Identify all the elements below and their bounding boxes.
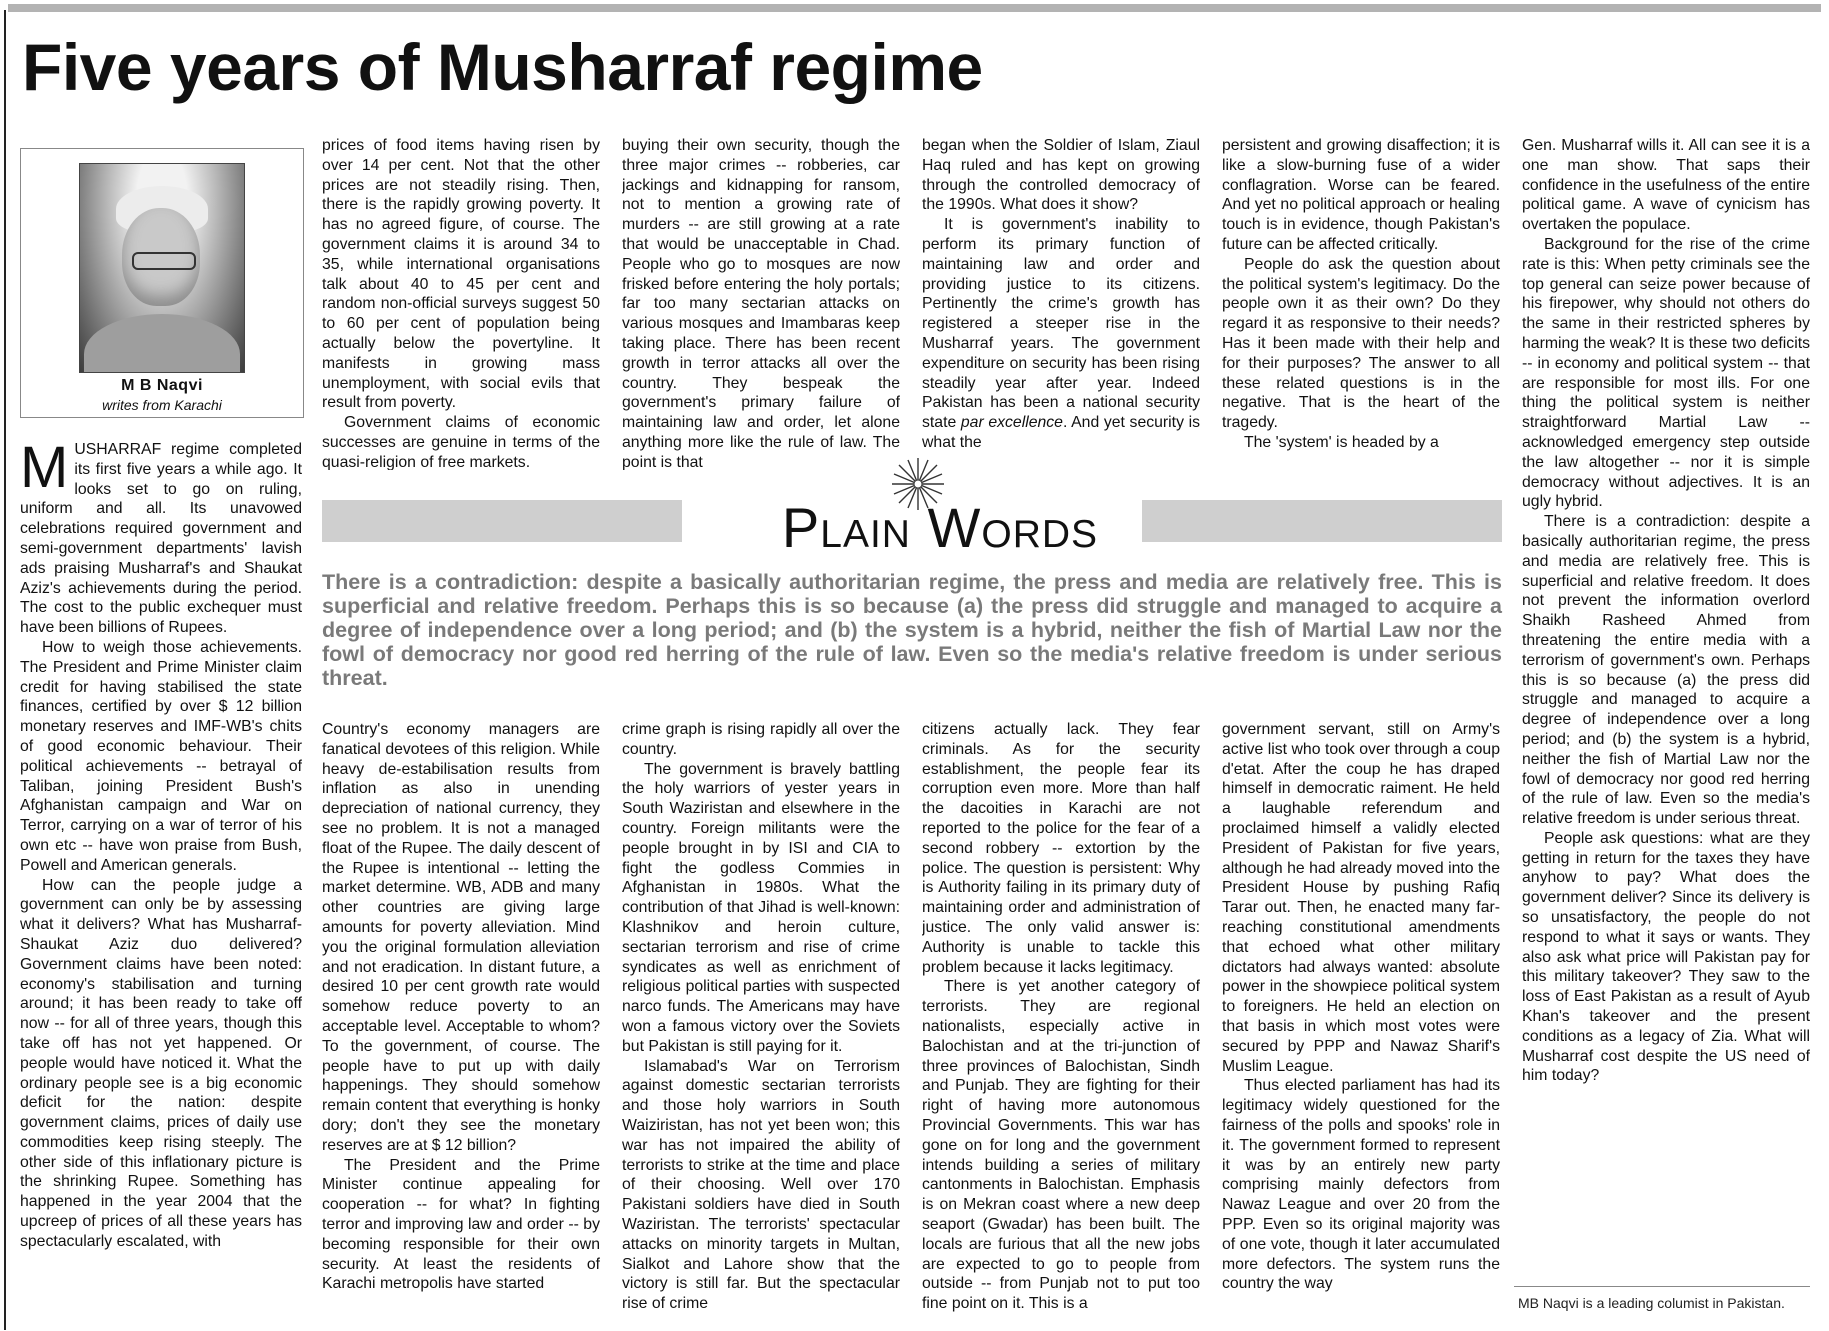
paragraph: Background for the rise of the crime rate is this: When petty criminals see the top general can seize power because of his firepower, why should not others do the same in their restricted spheres by harming the weak? It is these two deficits -- in economy and political system -- that are responsible for most ills. For one thing the political system is neither straightforward Martial Law -- acknowledged emergency step outside the law altogether -- nor it is simple democracy without adjectives. It is an ugly hybrid. <box>1522 235 1810 511</box>
paragraph: People do ask the question about the political system's legitimacy. Do the people own it as their own? Do they regard it as responsive to their needs? Has it been made with their help and for their purposes? The answer to all these related questions is in the negative. That is the heart of the tragedy. <box>1222 255 1500 432</box>
paragraph: prices of food items having risen by over 14 per cent. Not that the other prices are not steadily rising. Then, there is the rapidly growing poverty. It has no agreed figure, of course. The government claims it is around 34 to 35, while international organisations talk about 40 to 45 per cent and random non-official surveys suggest 50 to 60 per cent of population being actually below the povertyline. It manifests in growing mass unemployment, with social evils that result from poverty. <box>322 137 600 412</box>
column-6 <box>1522 136 1810 1278</box>
paragraph: Country's economy managers are fanatical devotees of this religion. While heavy de-estabilisation results from inflation as also in unending depreciation of national currency, they see no problem. It is not a managed float of the Rupee. The daily descent of the Rupee is intentional -- letting the market determine. WB, ADB and many other countries are giving large amounts for poverty alleviation. Mind you the original formulation alleviation and not eradication. In distant future, a desired 10 per cent growth rate would somehow reduce poverty to an acceptable level. Acceptable to whom? To the government, of course. The people have to put up with daily happenings. They should somehow remain content that everything is honky dory; don't they see the monetary reserves are at $ 12 billion? <box>322 721 600 1154</box>
paragraph: How to weigh those achievements. The President and Prime Minister claim credit for having stabilised the state finances, certified by over $ 12 billion monetary reserves and IMF-WB's chits of good economic behaviour. Their political achievements -- betrayal of Taliban, joining President Bush's Afghanistan campaign and War on Terror, carrying on a war of terror of his own etc -- have won praise from Bush, Powell and American generals. <box>20 638 302 874</box>
paragraph: persistent and growing disaffection; it is like a slow-burning fuse of a wider conflagration. Worse can be feared. And yet no political approach or healing touch is in evidence, though Pakistan's future can be affected critically. <box>1222 137 1500 253</box>
section-title: Plain Words <box>781 496 1099 559</box>
column-3-top <box>622 136 900 470</box>
column-4-top <box>922 136 1200 470</box>
drop-cap: M <box>20 440 69 500</box>
paragraph: It is government's inability to perform its primary function of maintaining law and order and providing justice to its citizens. Pertinently the crime's growth has registered a steeper rise in the Musharraf years. The government expenditure on security has been rising steadily year after year. Indeed Pakistan has been a national security state par excellence. And yet security is what the <box>922 216 1200 451</box>
paragraph: The government is bravely battling the holy warriors of yester years in South Waziristan and elsewhere in the country. Foreign militants were the people brought in by ISI and CIA to fight the godless Commies in Afghanistan in 1980s. What the contribution of that Jihad is well-known: Klashnikov and heroin culture, sectarian terrorism and rise of crime syndicates as well as enrichment of religious political parties with suspected narco funds. The Americans may have won a famous victory over the Soviets but Pakistan is still paying for it. <box>622 760 900 1055</box>
column-5-bottom <box>1222 720 1500 1328</box>
pull-quote: There is a contradiction: despite a basically authoritarian regime, the press and media are relatively free. This is superficial and relative freedom. Perhaps this is so because (a) the press did struggle and managed to acquire a degree of independence over a long period; and (b) the system is a hybrid, neither the fish of Martial Law nor the fowl of democracy nor good red herring of the rule of law. Even so the media's relative freedom is under serious threat. <box>322 570 1502 690</box>
top-rule <box>8 4 1821 12</box>
paragraph: government servant, still on Army's active list who took over through a coup d'etat. After the coup he has draped himself in democratic raiment. He held a laughable referendum and proclaimed himself a validly elected President of Pakistan for five years, although he had already moved into the President House by pushing Rafiq Tarar out. Then, he enacted many far-reaching constitutional amendments that echoed what other military dictators had always wanted: absolute power in the showpiece political system to foreigners. He held an election on that basis in which most votes were secured by PPP and Nawaz Sharif's Muslim League. <box>1222 721 1500 1075</box>
column-5-top <box>1222 136 1500 470</box>
author-location: writes from Karachi <box>102 397 222 413</box>
paragraph: MUSHARRAF regime completed its first five years a while ago. It looks set to go on ruling, uniform and all. Its unavowed celebrations required government and semi-government departments' lavish ads praising Musharraf's and Shaukat Aziz's achievements during the period. The cost to the public exchequer must have been billions of Rupees. <box>20 440 302 637</box>
paragraph: How can the people judge a government can only be by assessing what it delivers? What has Musharraf-Shaukat Aziz duo delivered? Government claims have been noted: economy's stabilisation and turning around; it has been ready to take off now -- for all of three years, though this take off has not yet happened. Or people would have noticed it. What the ordinary people see is a big economic deficit for the nation: despite government claims, prices of daily use commodities keep rising steeply. The other side of this inflationary picture is the shrinking Rupee. Something has happened in the year 2004 that the upcreep of prices of all these years has spectacularly escalated, with <box>20 876 302 1250</box>
paragraph: The President and the Prime Minister continue appealing for cooperation -- for what? In fighting terror and improving law and order -- by becoming responsible for their own security. At least the residents of Karachi metropolis have started <box>322 1156 600 1293</box>
column-4-bottom <box>922 720 1200 1328</box>
column-1 <box>20 440 302 1328</box>
paragraph: There is a contradiction: despite a basically authoritarian regime, the press and media are relatively free. This is superficial and relative freedom. It does not prevent the information overlord Shaikh Rasheed Ahmed from threatening the entire media with a terrorism of government's own. Perhaps this is so because (a) the press did struggle and managed to acquire a degree of independence over a long period; and (b) the system is a hybrid, neither the fish of Martial Law nor the fowl of democracy nor good red herring of the rule of law. Even so the media's relative freedom is under serious threat. <box>1522 513 1810 828</box>
paragraph: citizens actually lack. They fear criminals. As for the security establishment, the people fear its corruption even more. More than half the dacoities in Karachi are not reported to the police for the fear of a second robbery -- extortion by the police. The question is persistent: Why is Authority failing in its primary duty of maintaining order and administration of justice. The only valid answer is: Authority is unable to tackle this problem because it lacks legitimacy. <box>922 721 1200 976</box>
author-note-rule <box>1514 1286 1810 1287</box>
paragraph: Government claims of economic successes are genuine in terms of the quasi-religion of free markets. <box>322 414 600 470</box>
paragraph: Gen. Musharraf wills it. All can see it is a one man show. That saps their confidence in the usefulness of the entire political game. A wave of cynicism has overtaken the populace. <box>1522 137 1810 234</box>
paragraph: There is yet another category of terrorists. They are regional nationalists, especially active in Balochistan and at the tri-junction of three provinces of Balochistan, Sindh and Punjab. They are fighting for their right of having more autonomous Provincial Governments. This war has gone on for long and the government intends building a series of military cantonments in Balochistan. Emphasis is on Mekran coast where a new deep seaport (Gwadar) has been built. The locals are furious that all the new jobs are expected to go to people from outside -- from Punjab not to put too fine point on it. This is a <box>922 978 1200 1313</box>
author-note: MB Naqvi is a leading columist in Pakistan. <box>1518 1295 1785 1311</box>
paragraph: crime graph is rising rapidly all over the country. <box>622 721 900 758</box>
left-border-rule <box>4 10 6 1330</box>
paragraph: Thus elected parliament has had its legitimacy widely questioned for the fairness of the polls and spooks' role in it. The government formed to represent it was by an entirely new party comprising mainly defectors from Nawaz League and over 20 from the PPP. Even so its original majority was of one vote, though it later accumulated more defectors. The system runs the country the way <box>1222 1077 1500 1293</box>
column-2-top <box>322 136 600 470</box>
author-photo <box>79 163 245 373</box>
paragraph: Islamabad's War on Terrorism against domestic sectarian terrorists and those holy warriors in South Waiziristan, has not yet been won; this war has not impaired the ability of terrorists to strike at the time and place of their choosing. Well over 170 Pakistani soldiers have died in South Waziristan. The terrorists' spectacular attacks on minority targets in Multan, Sialkot and Lahore show that the victory is still far. But the spectacular rise of crime <box>622 1057 900 1313</box>
paragraph: People ask questions: what are they getting in return for the taxes they have anyhow to pay? What does the government deliver? Since its delivery is so unsatisfactory, the people do not respond to what it says or wants. They also ask what price will Pakistan pay for this military takeover? They saw to the loss of East Pakistan as a result of Ayub Khan's takeover and the present conditions as a legacy of Zia. What will Musharraf cost despite the US need of him today? <box>1522 829 1810 1085</box>
headline: Five years of Musharraf regime <box>22 30 983 104</box>
column-3-bottom <box>622 720 900 1328</box>
author-name: M B Naqvi <box>121 377 203 394</box>
paragraph: The 'system' is headed by a <box>1244 433 1439 451</box>
paragraph: buying their own security, though the three major crimes -- robberies, car jackings and kidnapping for ransom, not to mention a growing rate of murders -- are still growing at a rate that would be unacceptable in Chad. People who go to mosques are now frisked before entering the holy portals; far too many sectarian attacks on various mosques and Imambaras keep taking place. There has been recent growth in terror attacks all over the country. They bespeak the government's primary failure of maintaining law and order, let alone anything more like the rule of law. The point is that <box>622 137 900 470</box>
paragraph: began when the Soldier of Islam, Ziaul Haq ruled and has kept on growing through the controlled democracy of the 1990s. What does it show? <box>922 137 1200 214</box>
column-2-bottom <box>322 720 600 1328</box>
byline-box <box>20 148 304 418</box>
